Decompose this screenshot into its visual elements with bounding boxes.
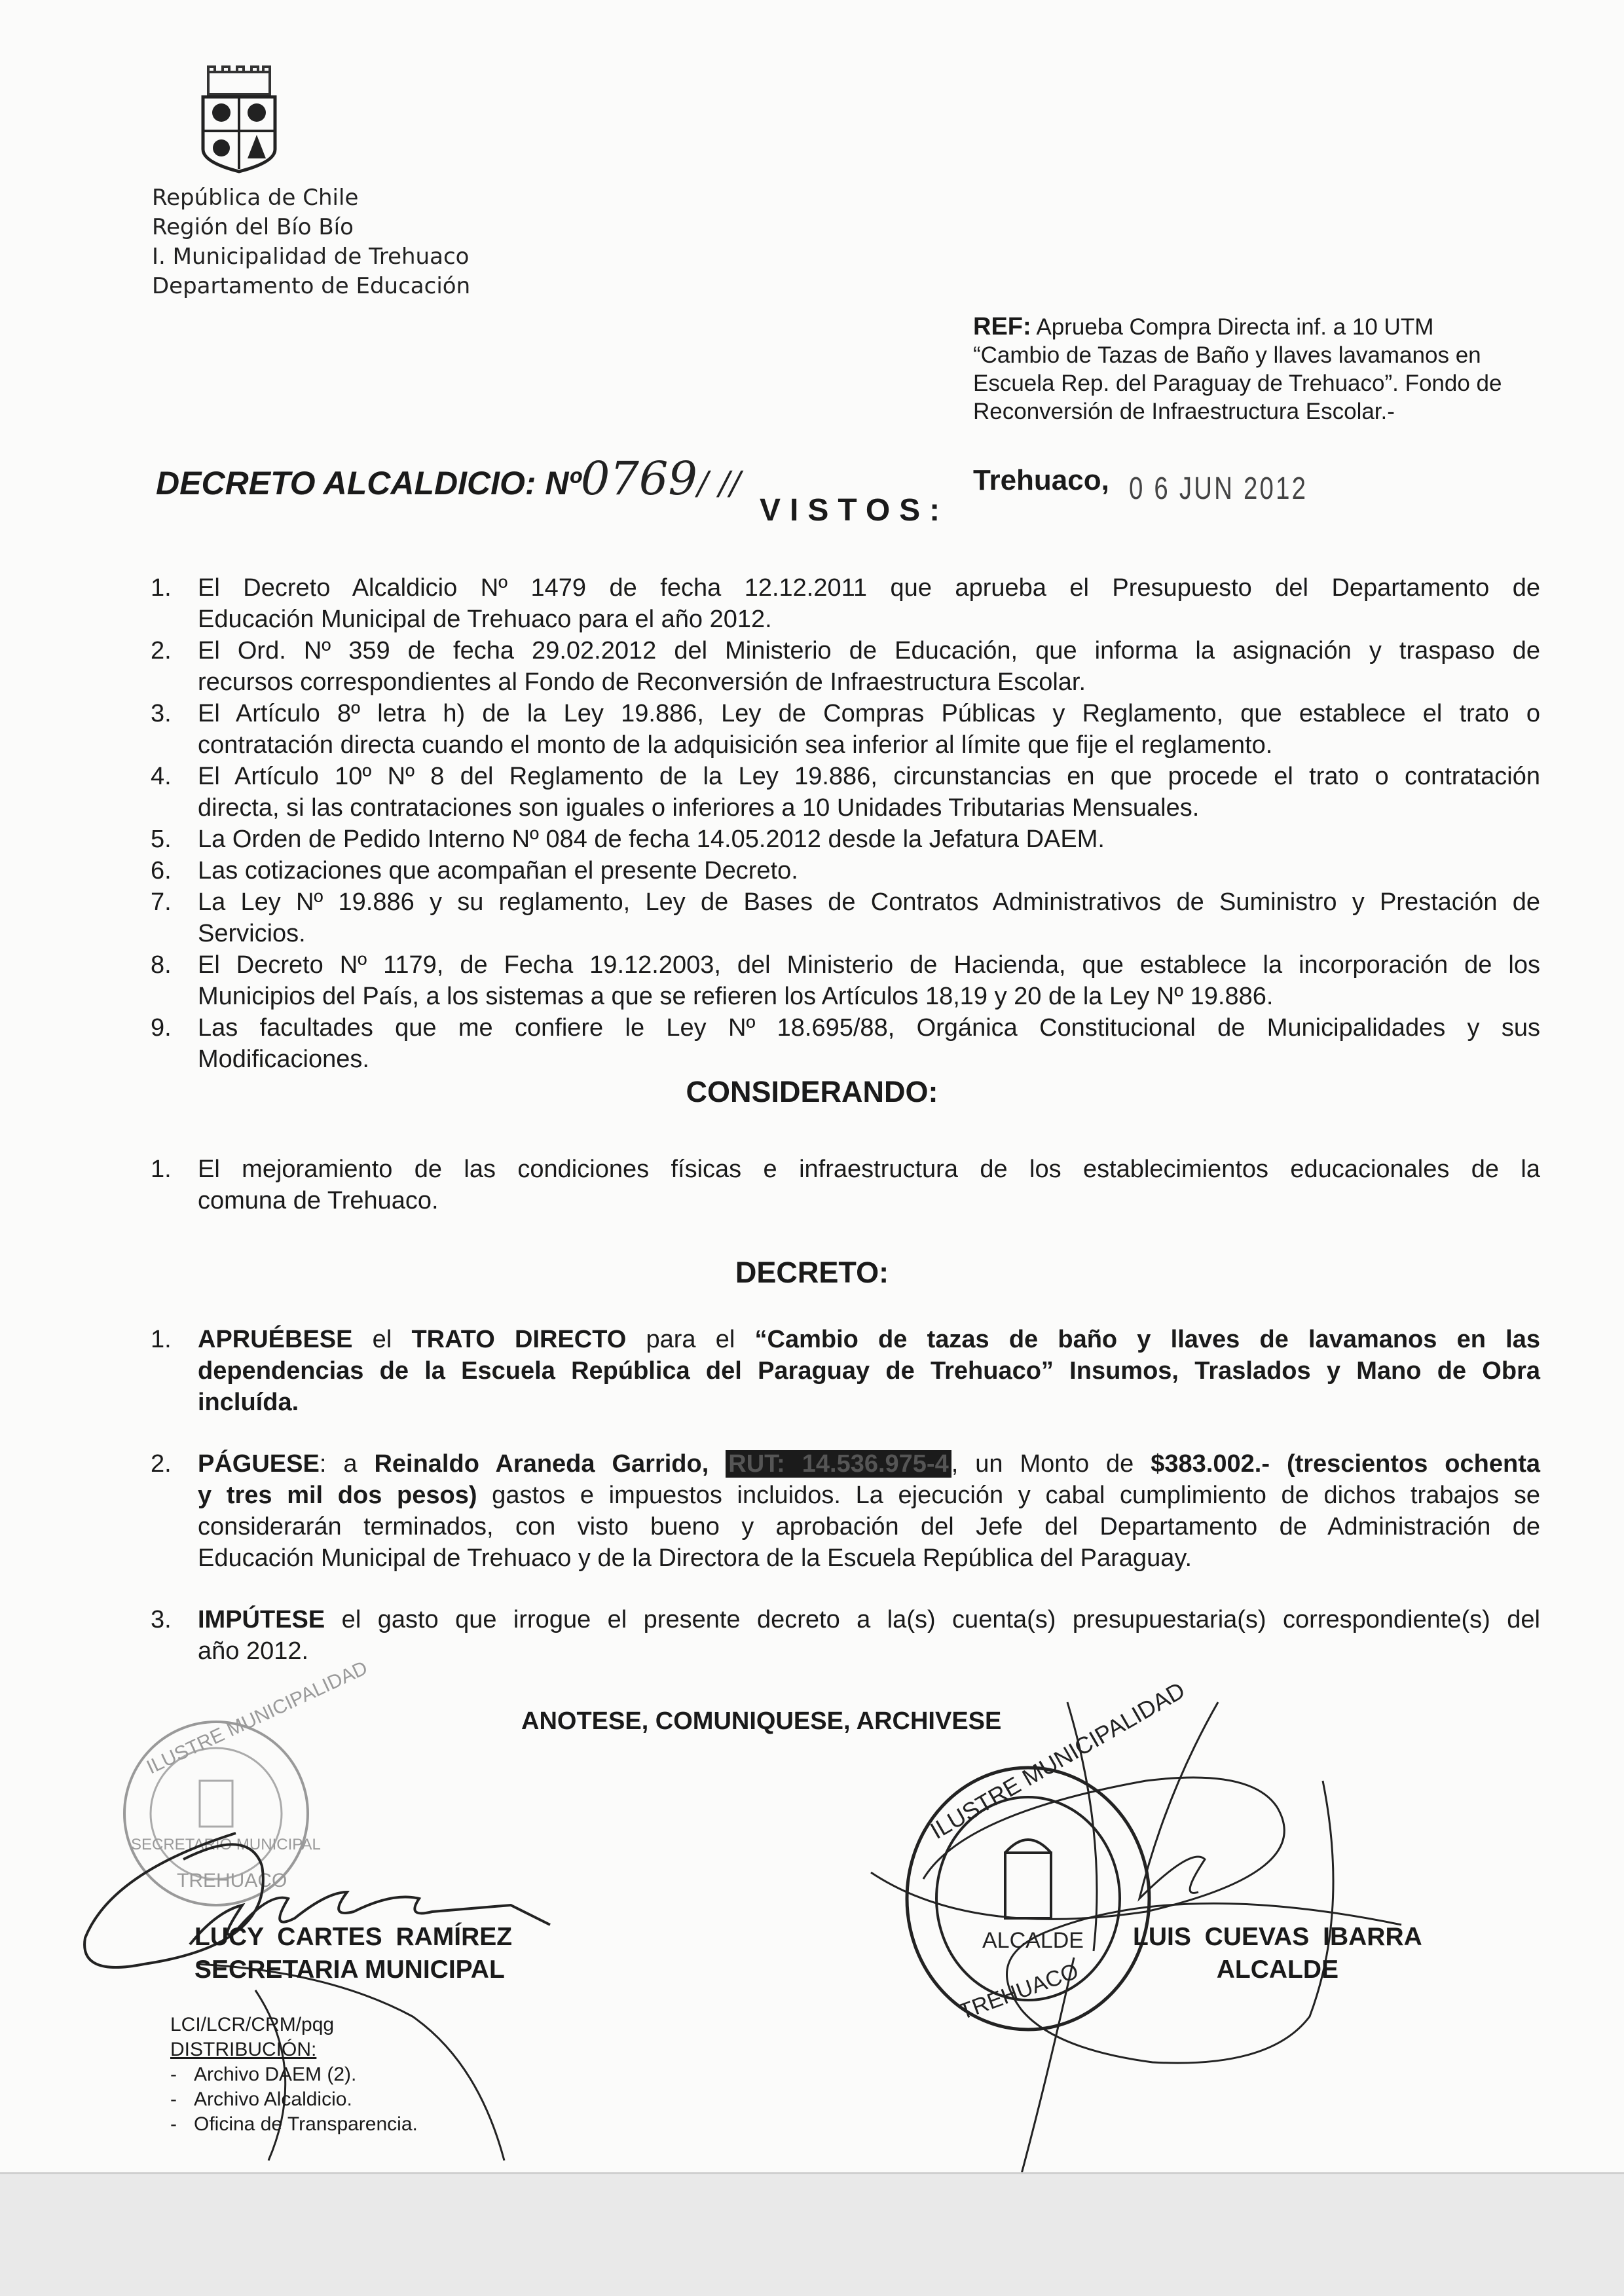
item-line: El Artículo 10º Nº 8 del Reglamento de la Ley 19.886, circunstancias en que procede el trato o contratación	[198, 763, 1540, 790]
vistos-item	[151, 949, 1540, 1012]
decreto-heading: DECRETO:	[735, 1256, 889, 1289]
vistos-item	[151, 1012, 1540, 1075]
text-segment: el gasto que irrogue el presente decreto a la(s) cuenta(s) presupuestaria(s) correspondiente(s) del	[325, 1606, 1540, 1633]
text-segment: incluída.	[198, 1389, 299, 1416]
item-line: El Decreto Alcaldicio Nº 1479 de fecha 12.12.2011 que aprueba el Presupuesto del Departamento de	[198, 574, 1540, 602]
ref-line: Aprueba Compra Directa inf. a 10 UTM	[1036, 314, 1434, 340]
mayor-signature-block	[1133, 1921, 1422, 1986]
text-segment: $383.002.- (trescientos ochenta	[1151, 1450, 1540, 1478]
stamp-inner-text: ALCALDE	[982, 1928, 1084, 1953]
header-line: República de Chile	[152, 185, 359, 211]
closing-formula: ANOTESE, COMUNIQUESE, ARCHIVESE	[521, 1707, 1002, 1735]
text-segment: año 2012.	[198, 1637, 309, 1665]
item-line: Servicios.	[198, 920, 306, 947]
item-number: 5.	[151, 826, 172, 853]
stamp-ring-text: ILUSTRE MUNICIPALIDAD	[925, 1676, 1190, 1844]
text-segment: APRUÉBESE	[198, 1326, 353, 1353]
distribution-block	[170, 2013, 418, 2137]
ref-label: REF:	[973, 313, 1031, 340]
distribution-label: DISTRIBUCIÓN:	[170, 2039, 317, 2060]
text-segment: IMPÚTESE	[198, 1606, 325, 1633]
stamp-ring-text: ILUSTRE MUNICIPALIDAD	[143, 1656, 371, 1779]
vistos-item	[151, 635, 1540, 698]
distribution-item: - Archivo DAEM (2).	[170, 2064, 357, 2085]
stamp-inner-text: SECRETARIO MUNICIPAL	[131, 1836, 321, 1853]
ref-line: Reconversión de Infraestructura Escolar.-	[973, 399, 1395, 424]
ref-line: Escuela Rep. del Paraguay de Trehuaco”. Fondo de	[973, 371, 1502, 396]
item-line: Las facultades que me confiere le Ley Nº 18.695/88, Orgánica Constitucional de Municipalidades y sus	[198, 1014, 1540, 1042]
header-line: I. Municipalidad de Trehuaco	[152, 244, 470, 270]
item-line	[198, 1387, 1540, 1418]
date-stamp: 0 6 JUN 2012	[1128, 471, 1308, 506]
item-line: recursos correspondientes al Fondo de Reconversión de Infraestructura Escolar.	[198, 668, 1086, 696]
text-segment: Reinaldo Araneda Garrido,	[374, 1450, 726, 1478]
vistos-list	[151, 572, 1540, 1075]
item-line: directa, si las contrataciones son iguales o inferiores a 10 Unidades Tributarias Mensuales.	[198, 794, 1200, 822]
decreto-item	[151, 1324, 1540, 1418]
vistos-item	[151, 824, 1540, 855]
item-line: El Decreto Nº 1179, de Fecha 19.12.2003, del Ministerio de Hacienda, que establece la incorporación de los	[198, 951, 1540, 979]
place: Trehuaco,	[973, 464, 1109, 496]
item-line	[198, 1635, 1540, 1667]
item-number: 1.	[151, 574, 172, 602]
issuer-header	[152, 183, 470, 301]
decreto-item	[151, 1604, 1540, 1667]
coat-of-arms-icon	[196, 65, 282, 173]
distribution-item-text: Archivo Alcaldicio.	[194, 2088, 352, 2110]
decree-number-handwritten: 0769	[580, 452, 697, 505]
item-number: 7.	[151, 888, 172, 916]
vistos-item	[151, 698, 1540, 761]
item-number: 6.	[151, 857, 172, 884]
text-segment: el	[352, 1326, 412, 1353]
item-line: La Orden de Pedido Interno Nº 084 de fecha 14.05.2012 desde la Jefatura DAEM.	[198, 826, 1105, 853]
item-line: comuna de Trehuaco.	[198, 1187, 439, 1214]
item-number: 2.	[151, 637, 172, 665]
decreto-item	[151, 1448, 1540, 1574]
item-number: 1.	[151, 1326, 172, 1353]
item-number: 2.	[151, 1450, 172, 1478]
item-line	[198, 1355, 1540, 1387]
decreto-list	[151, 1324, 1540, 1667]
text-segment: : a	[319, 1450, 375, 1478]
item-line: Las cotizaciones que acompañan el presente Decreto.	[198, 857, 798, 884]
decree-title-text: DECRETO ALCALDICIO: Nº	[156, 465, 581, 501]
item-number: 9.	[151, 1014, 172, 1042]
ref-line: “Cambio de Tazas de Baño y llaves lavamanos en	[973, 342, 1481, 368]
item-number: 8.	[151, 951, 172, 979]
item-line: Modificaciones.	[198, 1046, 369, 1073]
item-number: 4.	[151, 763, 172, 790]
item-line: Educación Municipal de Trehuaco para el año 2012.	[198, 606, 772, 633]
text-segment: , un Monto de	[951, 1450, 1151, 1478]
considerando-item	[151, 1154, 1540, 1216]
secretary-name: LUCY CARTES RAMÍREZ	[194, 1923, 513, 1951]
item-line	[198, 1324, 1540, 1355]
text-segment: PÁGUESE	[198, 1450, 320, 1478]
stamp-bottom-text: TREHUACO	[955, 1958, 1082, 2025]
mayor-name: LUIS CUEVAS IBARRA	[1133, 1923, 1422, 1951]
decree-title	[156, 452, 741, 505]
text-segment: “Cambio de tazas de baño y llaves de lavamanos en las	[754, 1326, 1540, 1353]
item-line	[198, 1448, 1540, 1480]
vistos-item	[151, 886, 1540, 949]
item-number: 1.	[151, 1156, 172, 1183]
vistos-item	[151, 855, 1540, 886]
place-date	[973, 462, 1352, 506]
secretary-role: SECRETARIA MUNICIPAL	[194, 1956, 505, 1984]
distribution-item: - Oficina de Transparencia.	[170, 2113, 418, 2135]
item-line	[198, 1511, 1540, 1542]
stamp-bottom-text: TREHUACO	[177, 1870, 287, 1891]
text-segment: TRATO DIRECTO	[411, 1326, 627, 1353]
vistos-item	[151, 761, 1540, 824]
item-line: El Artículo 8º letra h) de la Ley 19.886, Ley de Compras Públicas y Reglamento, que establece el trato o	[198, 700, 1540, 727]
item-number: 3.	[151, 700, 172, 727]
considerando-list	[151, 1154, 1540, 1216]
item-line: La Ley Nº 19.886 y su reglamento, Ley de Bases de Contratos Administrativos de Suministro y Prestación de	[198, 888, 1540, 916]
item-line: Municipios del País, a los sistemas a que se refieren los Artículos 18,19 y 20 de la Ley Nº 19.886.	[198, 983, 1274, 1010]
vistos-item	[151, 572, 1540, 635]
item-line	[198, 1480, 1540, 1511]
scan-bottom-margin	[0, 2172, 1624, 2296]
secretary-signature-block	[194, 1921, 512, 1986]
text-segment: gastos e impuestos incluidos. La ejecución y cabal cumplimiento de dichos trabajos se	[477, 1482, 1540, 1509]
considerando-heading: CONSIDERANDO:	[686, 1075, 938, 1108]
item-line: contratación directa cuando el monto de la adquisición sea inferior al límite que fije el reglamento.	[198, 731, 1273, 759]
text-segment: para el	[626, 1326, 755, 1353]
header-line: Región del Bío Bío	[152, 214, 354, 240]
vistos-heading: VISTOS:	[760, 493, 950, 528]
redacted-rut: RUT: 14.536.975-4	[726, 1450, 951, 1478]
text-segment: dependencias de la Escuela República del Paraguay de Trehuaco” Insumos, Traslados y Mano de Obra	[198, 1357, 1540, 1385]
item-number: 3.	[151, 1606, 172, 1633]
header-line: Departamento de Educación	[152, 273, 471, 299]
item-line	[198, 1542, 1540, 1574]
reference-block	[973, 313, 1562, 426]
distribution-item: - Archivo Alcaldicio.	[170, 2088, 352, 2110]
distribution-item-text: Oficina de Transparencia.	[194, 2113, 418, 2135]
decree-number-suffix: / //	[697, 464, 741, 502]
mayor-role: ALCALDE	[1216, 1956, 1339, 1984]
item-line	[198, 1604, 1540, 1635]
item-line: El mejoramiento de las condiciones físicas e infraestructura de los establecimientos educacionales de la	[198, 1156, 1540, 1183]
text-segment: y tres mil dos pesos)	[198, 1482, 477, 1509]
text-segment: Educación Municipal de Trehuaco y de la Directora de la Escuela República del Paraguay.	[198, 1544, 1192, 1572]
initials: LCI/LCR/CRM/pqg	[170, 2014, 335, 2035]
item-line: El Ord. Nº 359 de fecha 29.02.2012 del Ministerio de Educación, que informa la asignación y traspaso de	[198, 637, 1540, 665]
distribution-item-text: Archivo DAEM (2).	[194, 2064, 357, 2085]
text-segment: considerarán terminados, con visto bueno y aprobación del Jefe del Departamento de Administración de	[198, 1513, 1540, 1540]
